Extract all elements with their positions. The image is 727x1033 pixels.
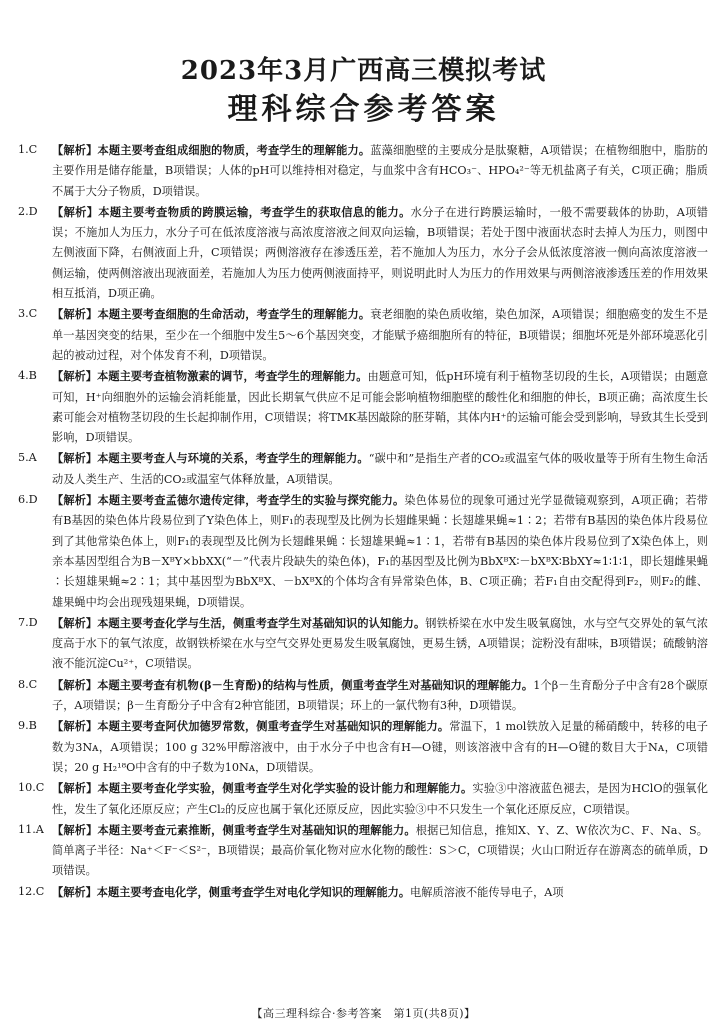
answer-explanation: [52, 716, 708, 778]
answer-number: 6.D: [18, 493, 38, 507]
analysis-text: 染色体易位的现象可通过光学显微镜观察到，A项正确；若带有B基因的染色体片段易位到了Y染色体上，则F₁的表现型及比例为长翅雌果蝇∶长翅雄果蝇≈1∶2；若带有B基因的染色体片段易位到了其他常染色体上，则F₁的表现型及比例为长翅雌果蝇∶长翅雄果蝇≈1∶1，若带有B基因的染色体片段易位到了X染色体上，则亲本基因型组合为B－XᴮY×bbXX(“－”代表片段缺失的染色体)，F₁的基因型及比例为BbXᴮX∶－bXᴮX∶BbXY≈1∶1∶1，即长翅雌果蝇∶长翅雄果蝇≈2∶1；其中基因型为BbXᴮX、－bXᴮX的个体均含有异常染色体，B、C项正确；若F₁自由交配得到F₂，则F₂的雌、雄果蝇中均会出现残翅果蝇，D项错误。: [52, 494, 708, 609]
answer-number: 4.B: [18, 369, 37, 383]
answer-explanation: [52, 490, 708, 613]
analysis-lead: 本题主要考查孟德尔遗传定律，考查学生的实验与探究能力。: [97, 493, 405, 508]
analysis-text: 水分子在进行跨膜运输时，一般不需要载体的协助，A项错误；不施加人为压力，水分子可在低浓度溶液与高浓度溶液之间双向运输，B项错误；若处于图中液面状态时去掉人为压力，则图中左侧液面下降，右侧液面上升，C项错误；两侧溶液存在渗透压差，若不施加人为压力，水分子会从低浓度溶液一侧向高浓度溶液一侧运输，使两侧溶液出现液面差，若施加人为压力使两侧液面持平，则说明此时人为压力的作用效果与两侧溶液渗透压差的作用效果相互抵消，D项正确。: [52, 205, 708, 301]
analysis-tag: 【解析】: [52, 369, 98, 384]
answer-explanation: [52, 613, 708, 675]
analysis-lead: 本题主要考查化学与生活，侧重考查学生对基础知识的认知能力。: [97, 615, 426, 630]
answer-item: [18, 716, 708, 778]
answer-number: 11.A: [18, 822, 44, 836]
analysis-tag: 【解析】: [52, 781, 98, 796]
analysis-tag: 【解析】: [52, 884, 97, 899]
analysis-text: 1个β－生育酚分子中含有28个碳原子，A项错误；β－生育酚分子中含有2种官能团，B项错误；环上的一氯代物有3种，D项错误。: [52, 678, 708, 713]
analysis-lead: 本题主要考查植物激素的调节，考查学生的理解能力。: [97, 369, 368, 384]
analysis-tag: 【解析】: [52, 204, 99, 219]
answer-explanation: [52, 448, 708, 490]
answer-list: [18, 140, 708, 903]
analysis-lead: 本题主要考查化学实验，侧重考查学生对化学实验的设计能力和理解能力。: [97, 781, 473, 796]
answer-item: [18, 304, 708, 366]
analysis-lead: 本题主要考查细胞的生命活动，考查学生的理解能力。: [97, 307, 371, 322]
answer-item: [18, 448, 708, 490]
analysis-text: “碳中和”是指生产者的CO₂或温室气体的吸收量等于所有生物生命活动及人类生产、生活的CO₂或温室气体释放量，A项错误。: [52, 452, 708, 486]
analysis-tag: 【解析】: [52, 719, 98, 734]
answer-explanation: [52, 882, 708, 903]
answer-item: [18, 675, 708, 717]
analysis-text: 常温下，1 mol铁放入足量的稀硝酸中，转移的电子数为3Nᴀ，A项错误；100 g 32%甲醇溶液中，由于水分子中也含有H—O键，则该溶液中含有的H—O键的数目大于Nᴀ，C项错误；20 g H₂¹⁸O中含有的中子数为10Nᴀ，D项错误。: [52, 720, 708, 774]
analysis-tag: 【解析】: [52, 493, 98, 508]
answer-number: 8.C: [18, 677, 38, 691]
analysis-text: 电解质溶液不能传导电子，A项: [410, 885, 564, 899]
answer-explanation: [52, 140, 708, 202]
answer-item: [18, 202, 708, 304]
analysis-tag: 【解析】: [52, 307, 98, 322]
answer-explanation: [52, 366, 708, 448]
answer-explanation: [52, 675, 708, 717]
analysis-tag: 【解析】: [52, 143, 98, 157]
answer-item: [18, 490, 708, 613]
analysis-lead: 本题主要考查有机物(β－生育酚)的结构与性质，侧重考查学生对基础知识的理解能力。: [97, 677, 534, 692]
analysis-tag: 【解析】: [52, 677, 98, 692]
answer-number: 9.B: [18, 719, 37, 733]
answer-number: 3.C: [18, 307, 38, 321]
answer-explanation: [52, 778, 708, 820]
answer-number: 2.D: [18, 204, 38, 218]
analysis-lead: 本题主要考查人与环境的关系，考查学生的理解能力。: [97, 451, 369, 466]
answer-item: [18, 882, 708, 903]
answer-number: 12.C: [18, 884, 45, 898]
page-footer: 【高三理科综合·参考答案 第1页(共8页)】: [251, 1007, 476, 1020]
analysis-text: 由题意可知，低pH环境有利于植物茎切段的生长，A项错误；由题意可知，H⁺向细胞外的运输会消耗能量，因此长期氧气供应不足可能会影响植物细胞壁的酸性化和细胞的伸长，B项正确；高浓度生长素可能会对植物茎切段的生长起抑制作用，C项错误；将TMK基因敲除的胚芽鞘，其体内H⁺的运输可能会受到影响，导致其生长受到影响，D项错误。: [52, 370, 708, 445]
answer-number: 5.A: [18, 451, 37, 465]
analysis-lead: 本题主要考查组成细胞的物质，考查学生的理解能力。: [97, 143, 371, 157]
answer-explanation: [52, 202, 708, 304]
answer-number: 7.D: [18, 615, 38, 629]
analysis-text: 实验③中溶液蓝色褪去，是因为HClO的强氧化性，发生了氧化还原反应；产生Cl₂的反应也属于氧化还原反应，因此实验③中不只发生一个氧化还原反应，C项错误。: [52, 782, 708, 816]
answer-number: 1.C: [18, 143, 38, 156]
answer-item: [18, 778, 708, 820]
analysis-lead: 本题主要考查物质的跨膜运输，考查学生的获取信息的能力。: [98, 204, 411, 219]
document-title: 理科综合参考答案: [227, 92, 500, 127]
analysis-text: 蓝藻细胞壁的主要成分是肽聚糖，A项错误；在植物细胞中，脂肪的主要作用是储存能量，B项错误；人体的pH可以维持相对稳定，与血浆中含有HCO₃⁻、HPO₄²⁻等无机盐离子有关，C项正确；脂质不属于大分子物质，D项错误。: [52, 144, 708, 198]
answer-item: [18, 140, 708, 202]
analysis-text: 钢铁桥梁在水中发生吸氧腐蚀，水与空气交界处的氧气浓度高于水下的氧气浓度，故钢铁桥梁在水与空气交界处更易发生吸氧腐蚀，更易生锈，A项错误；淀粉没有甜味，B项错误；硫酸钠溶液不能沉淀Cu²⁺，C项错误。: [52, 616, 708, 671]
answer-explanation: [52, 820, 708, 882]
analysis-text: 根据已知信息，推知X、Y、Z、W依次为C、F、Na、S。简单离子半径：Na⁺＜F⁻＜S²⁻，B项错误；最高价氧化物对应水化物的酸性：S＞C，C项错误；火山口附近存在游离态的硫单质，D项错误。: [52, 823, 708, 878]
analysis-lead: 本题主要考查元素推断，侧重考查学生对基础知识的理解能力。: [97, 822, 416, 837]
answer-explanation: [52, 304, 708, 366]
analysis-text: 衰老细胞的染色质收缩，染色加深，A项错误；细胞癌变的发生不是单一基因突变的结果，至少在一个细胞中发生5～6个基因突变，才能赋予癌细胞所有的特征，B项错误；细胞坏死是外部环境恶化引起的被动过程，对个体发育不利，D项错误。: [52, 308, 708, 362]
exam-title: 2023年3月广西高三模拟考试: [180, 56, 547, 86]
analysis-lead: 本题主要考查阿伏加德罗常数，侧重考查学生对基础知识的理解能力。: [97, 719, 450, 734]
answer-item: [18, 820, 708, 882]
answer-number: 10.C: [18, 781, 45, 795]
analysis-tag: 【解析】: [52, 451, 98, 466]
analysis-tag: 【解析】: [52, 822, 98, 837]
analysis-lead: 本题主要考查电化学，侧重考查学生对电化学知识的理解能力。: [96, 884, 411, 899]
analysis-tag: 【解析】: [52, 615, 98, 630]
answer-item: [18, 366, 708, 448]
answer-item: [18, 613, 708, 675]
